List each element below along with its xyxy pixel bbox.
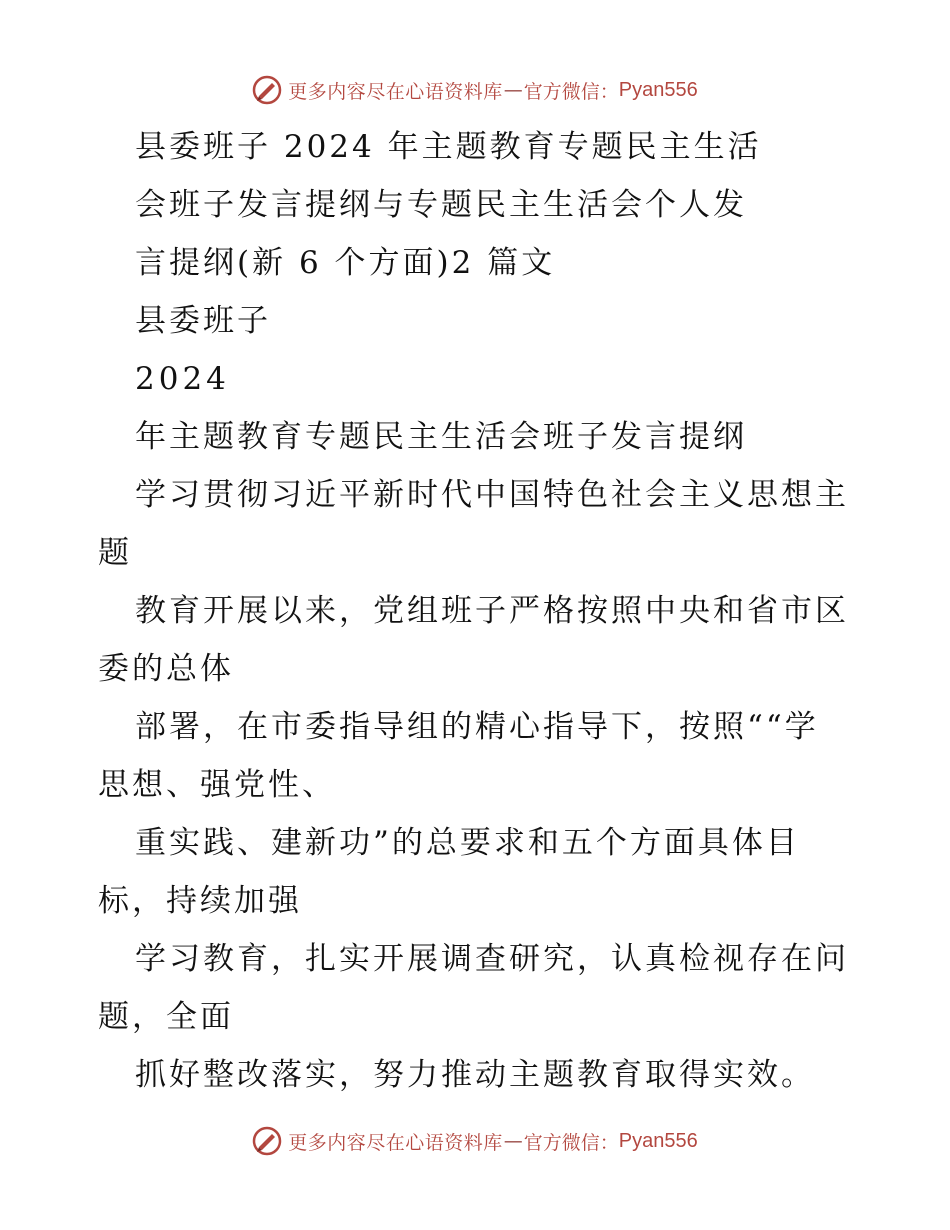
subtitle-line: 2024 <box>135 361 230 397</box>
watermark-text: 更多内容尽在心语资料库 <box>288 1131 503 1154</box>
pen-logo-icon <box>252 75 282 105</box>
watermark-text: 更多内容尽在心语资料库 <box>288 80 503 103</box>
subtitle-line: 年主题教育专题民主生活会班子发言提纲 <box>135 419 747 455</box>
watermark-wechat-label: 官方微信： <box>523 80 619 103</box>
title-line: 会班子发言提纲与专题民主生活会个人发 <box>135 187 747 223</box>
paragraph-line: 题 <box>98 535 132 571</box>
paragraph-line: 抓好整改落实，努力推动主题教育取得实效。 <box>135 1057 815 1093</box>
paragraph-line: 思想、强党性、 <box>98 767 336 803</box>
watermark-wechat-label: 官方微信： <box>523 1131 619 1154</box>
footer-watermark <box>0 1123 950 1159</box>
pen-logo-icon <box>252 1126 282 1156</box>
paragraph-line: 重实践、建新功”的总要求和五个方面具体目 <box>135 825 800 861</box>
header-watermark <box>0 72 950 108</box>
document-body <box>98 118 858 1104</box>
subtitle-line: 县委班子 <box>135 303 271 339</box>
title-line: 言提纲(新 6 个方面)2 篇文 <box>135 245 556 281</box>
paragraph-line: 委的总体 <box>98 651 234 687</box>
paragraph-line: 学习贯彻习近平新时代中国特色社会主义思想主 <box>135 477 849 513</box>
paragraph-line: 题，全面 <box>98 999 234 1035</box>
paragraph-line: 标，持续加强 <box>98 883 302 919</box>
title-line: 县委班子 2024 年主题教育专题民主生活 <box>135 129 762 165</box>
watermark-wechat-id: Pyan556 <box>618 1129 698 1152</box>
watermark-separator: — <box>503 79 523 101</box>
paragraph-line: 部署，在市委指导组的精心指导下，按照““学 <box>135 709 819 745</box>
watermark-wechat-id: Pyan556 <box>618 78 698 101</box>
watermark-separator: — <box>503 1130 523 1152</box>
paragraph-line: 学习教育，扎实开展调查研究，认真检视存在问 <box>135 941 849 977</box>
paragraph-line: 教育开展以来，党组班子严格按照中央和省市区 <box>135 593 849 629</box>
